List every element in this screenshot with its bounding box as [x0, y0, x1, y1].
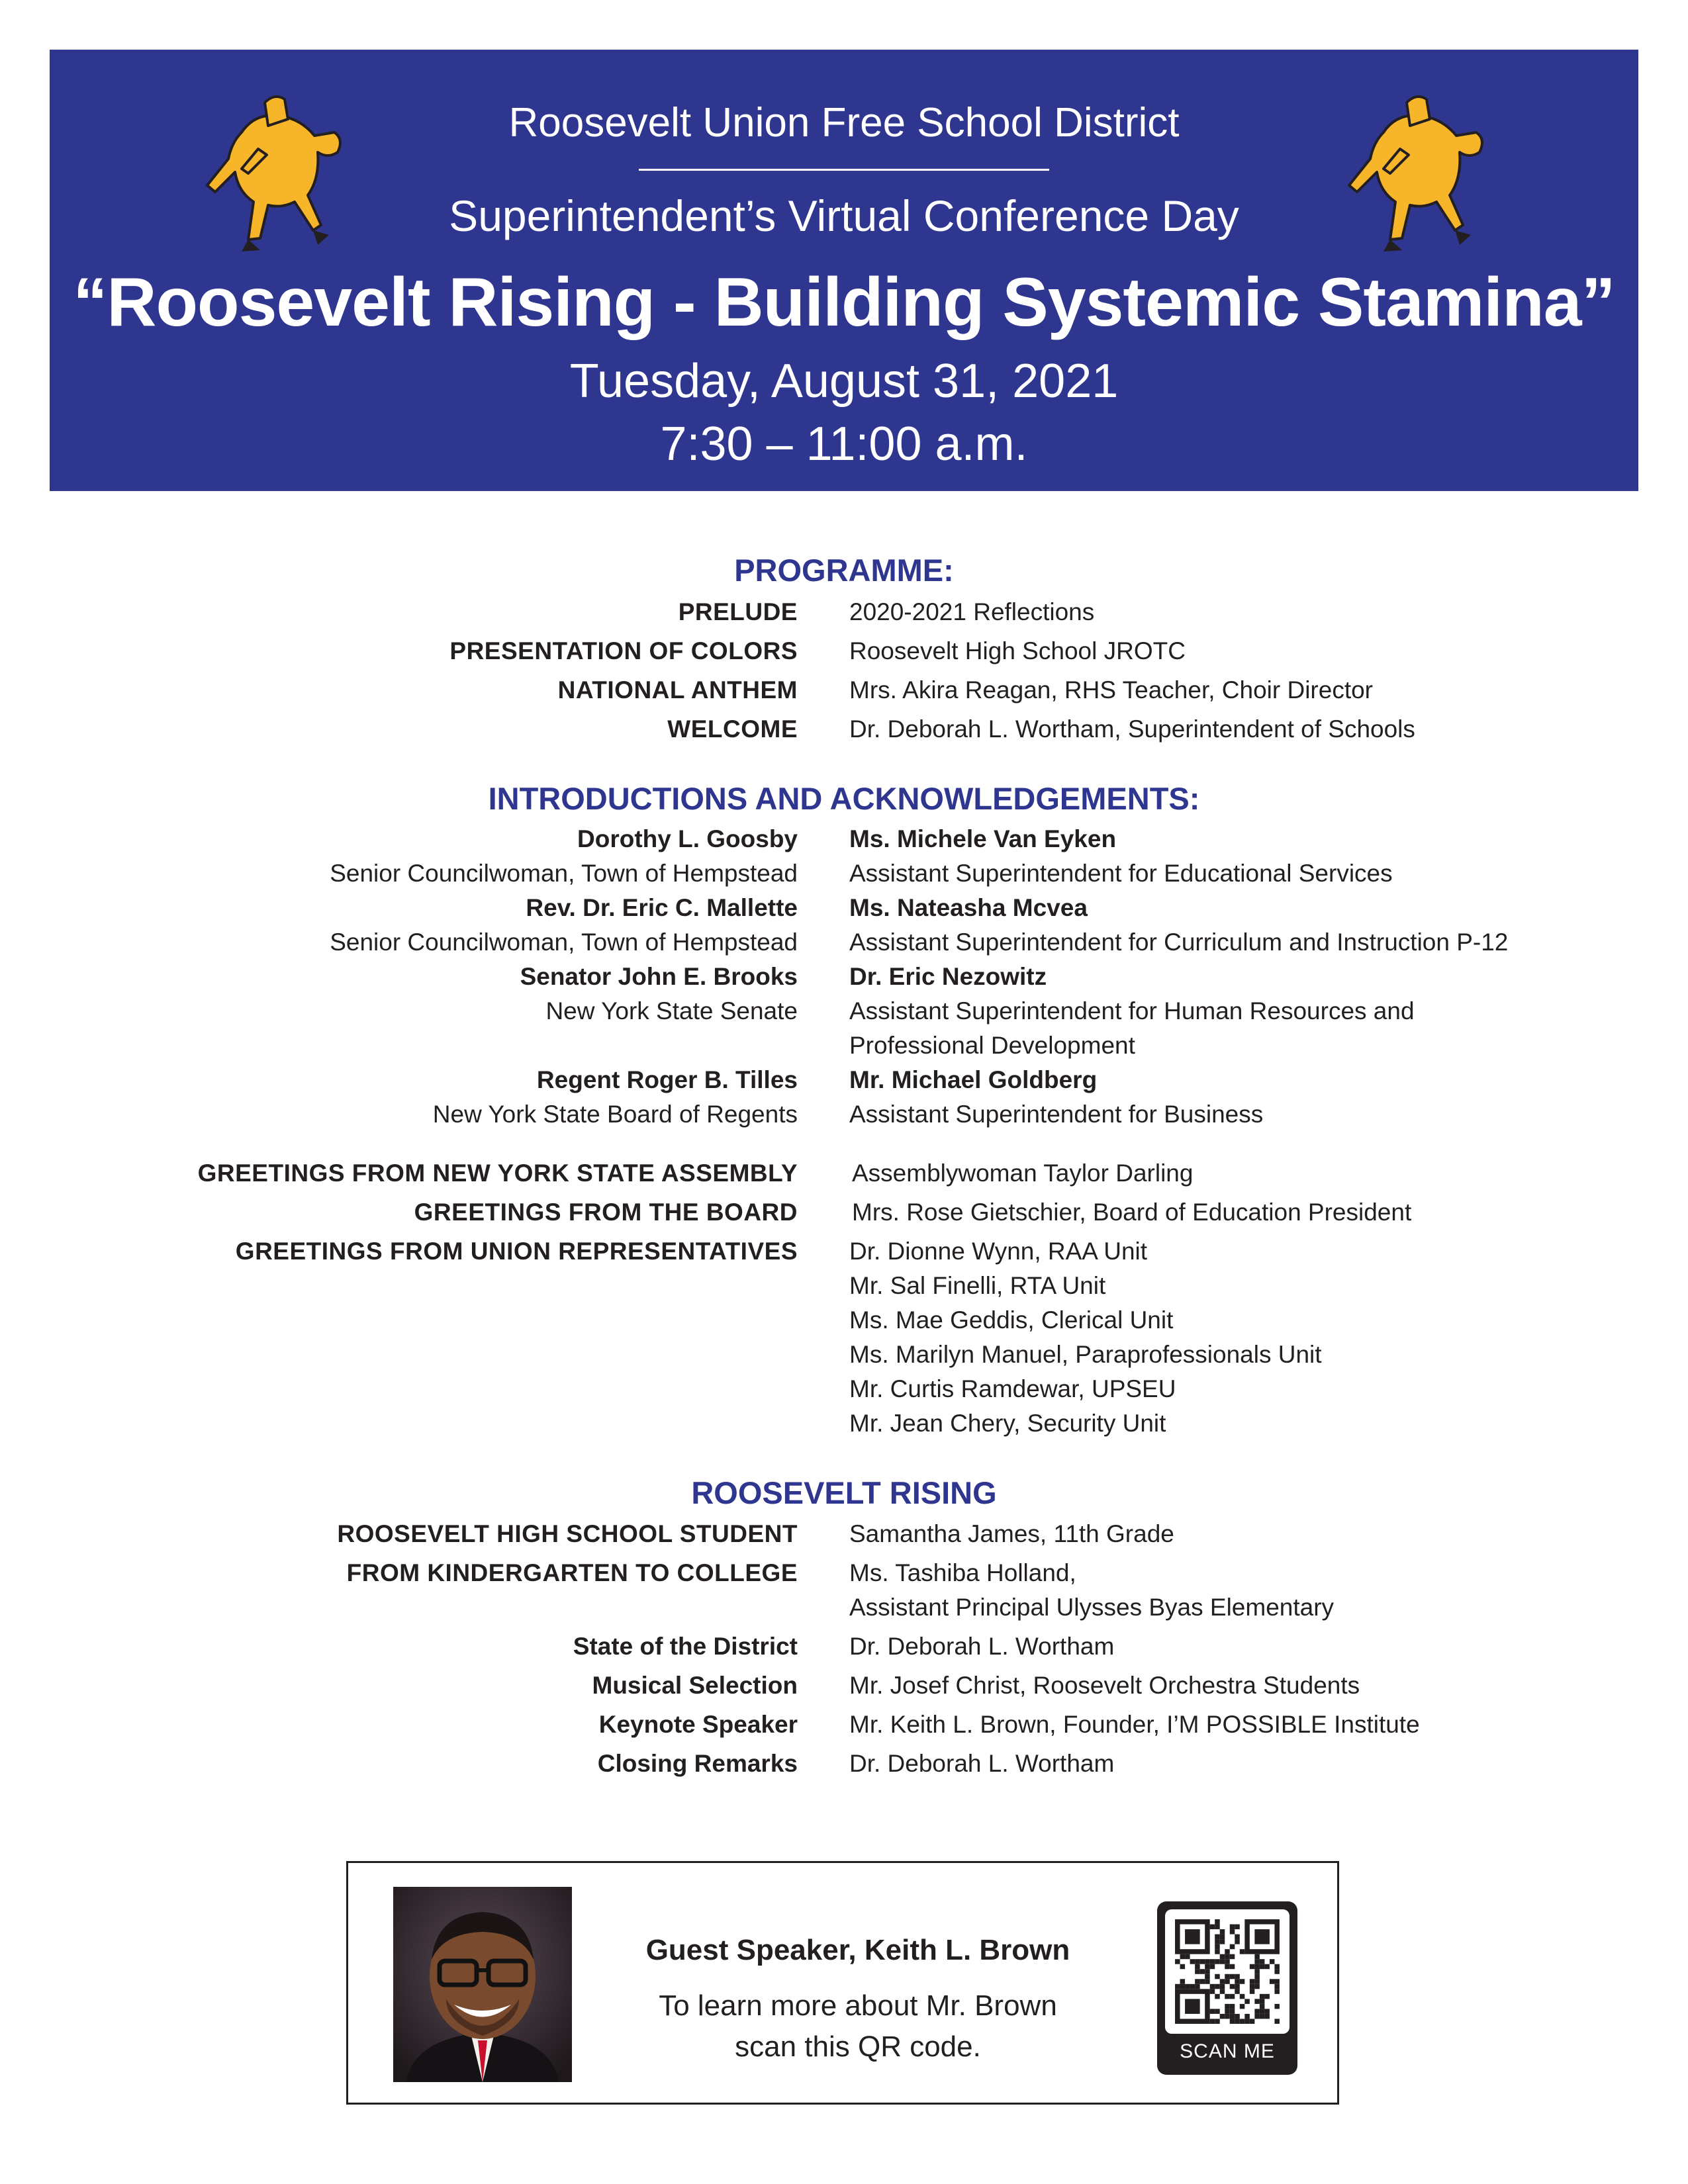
rising-label: FROM KINDERGARTEN TO COLLEGE: [346, 1559, 798, 1586]
rising-heading: ROOSEVELT RISING: [691, 1475, 997, 1510]
programme-label: WELCOME: [667, 715, 798, 743]
intro-name: Ms. Michele Van Eyken: [849, 825, 1117, 852]
intro-title: Assistant Superintendent for Human Resources and: [849, 997, 1415, 1024]
greeting-row: [0, 1157, 1688, 1190]
greeting-row: [0, 1235, 1688, 1268]
programme-value: 2020-2021 Reflections: [849, 598, 1095, 625]
rising-label: Closing Remarks: [597, 1750, 798, 1777]
introductions-heading: INTRODUCTIONS AND ACKNOWLEDGEMENTS:: [488, 781, 1200, 816]
greeting-row: [0, 1373, 1688, 1406]
programme-label: NATIONAL ANTHEM: [557, 676, 798, 704]
intro-name: Ms. Nateasha Mcvea: [849, 894, 1088, 921]
intro-row: [0, 960, 1688, 993]
programme-value: Dr. Deborah L. Wortham, Superintendent of Schools: [849, 715, 1415, 743]
greeting-value: Mr. Sal Finelli, RTA Unit: [849, 1272, 1106, 1299]
greeting-value: Ms. Marilyn Manuel, Paraprofessionals Unit: [849, 1341, 1322, 1368]
rising-label: ROOSEVELT HIGH SCHOOL STUDENT: [337, 1520, 798, 1547]
programme-row: [0, 635, 1688, 668]
rising-row: [0, 1708, 1688, 1741]
rising-row: [0, 1518, 1688, 1551]
greeting-row: [0, 1304, 1688, 1337]
rising-value: Mr. Josef Christ, Roosevelt Orchestra Students: [849, 1672, 1360, 1699]
guest-text-line: To learn more about Mr. Brown: [659, 1989, 1057, 2022]
intro-name: Regent Roger B. Tilles: [536, 1066, 798, 1093]
qr-code-icon: [1165, 1909, 1289, 2034]
district-name: Roosevelt Union Free School District: [508, 100, 1180, 146]
intro-name: Senator John E. Brooks: [520, 963, 798, 990]
greeting-value: Mrs. Rose Gietschier, Board of Education President: [852, 1199, 1412, 1226]
guest-speaker-box: [346, 1861, 1339, 2105]
intro-row: [0, 857, 1688, 890]
rising-value: Assistant Principal Ulysses Byas Elementary: [849, 1594, 1335, 1621]
intro-title: New York State Senate: [545, 997, 798, 1024]
greeting-value: Assemblywoman Taylor Darling: [852, 1160, 1194, 1187]
intro-row: [0, 926, 1688, 959]
guest-speaker-title: Guest Speaker, Keith L. Brown: [645, 1934, 1070, 1966]
greeting-label: GREETINGS FROM UNION REPRESENTATIVES: [235, 1238, 798, 1265]
greeting-row: [0, 1338, 1688, 1371]
greeting-row: [0, 1407, 1688, 1440]
rider-mascot-icon: [1344, 86, 1496, 258]
greeting-label: GREETINGS FROM THE BOARD: [414, 1199, 798, 1226]
rising-value: Mr. Keith L. Brown, Founder, I’M POSSIBLE Institute: [849, 1711, 1420, 1738]
programme-row: [0, 713, 1688, 746]
event-time: 7:30 – 11:00 a.m.: [660, 418, 1028, 471]
intro-title: Assistant Superintendent for Curriculum and Instruction P-12: [849, 929, 1509, 956]
greeting-value: Mr. Jean Chery, Security Unit: [849, 1410, 1166, 1437]
intro-row: [0, 1029, 1688, 1062]
rising-row: [0, 1669, 1688, 1702]
scan-me-label: SCAN ME: [1180, 2040, 1275, 2062]
programme-label: PRESENTATION OF COLORS: [449, 637, 798, 664]
rising-value: Ms. Tashiba Holland,: [849, 1559, 1076, 1586]
greeting-row: [0, 1269, 1688, 1302]
intro-title: Senior Councilwoman, Town of Hempstead: [330, 860, 798, 887]
rising-label: Keynote Speaker: [598, 1711, 798, 1738]
programme-row: [0, 674, 1688, 707]
intro-title: Professional Development: [849, 1032, 1135, 1059]
programme-value: Roosevelt High School JROTC: [849, 637, 1186, 664]
guest-speaker-text: [613, 1985, 1103, 2068]
intro-row: [0, 1064, 1688, 1097]
programme-label: PRELUDE: [678, 598, 798, 625]
rising-row: [0, 1557, 1688, 1590]
event-theme: “Roosevelt Rising - Building Systemic Stamina”: [73, 264, 1615, 341]
intro-row: [0, 823, 1688, 856]
rising-value: Samantha James, 11th Grade: [849, 1520, 1174, 1547]
programme-heading: PROGRAMME:: [734, 553, 954, 588]
rising-label: State of the District: [573, 1633, 798, 1660]
intro-title: Assistant Superintendent for Educational Services: [849, 860, 1393, 887]
intro-row: [0, 995, 1688, 1028]
rising-row: [0, 1591, 1688, 1624]
intro-row: [0, 1098, 1688, 1131]
rising-value: Dr. Deborah L. Wortham: [849, 1633, 1115, 1660]
intro-name: Dr. Eric Nezowitz: [849, 963, 1047, 990]
rising-row: [0, 1747, 1688, 1780]
intro-row: [0, 891, 1688, 925]
event-date: Tuesday, August 31, 2021: [569, 355, 1119, 408]
greeting-value: Mr. Curtis Ramdewar, UPSEU: [849, 1375, 1176, 1402]
rising-value: Dr. Deborah L. Wortham: [849, 1750, 1115, 1777]
greeting-row: [0, 1196, 1688, 1229]
greeting-label: GREETINGS FROM NEW YORK STATE ASSEMBLY: [197, 1160, 798, 1187]
intro-name: Mr. Michael Goldberg: [849, 1066, 1098, 1093]
speaker-portrait-icon: [393, 1887, 572, 2082]
greeting-value: Ms. Mae Geddis, Clerical Unit: [849, 1306, 1174, 1334]
intro-name: Dorothy L. Goosby: [577, 825, 798, 852]
rising-row: [0, 1630, 1688, 1663]
programme-row: [0, 596, 1688, 629]
rising-label: Musical Selection: [592, 1672, 798, 1699]
conference-title: Superintendent’s Virtual Conference Day: [449, 191, 1239, 240]
header-banner: [50, 50, 1638, 491]
greeting-value: Dr. Dionne Wynn, RAA Unit: [849, 1238, 1148, 1265]
intro-title: Senior Councilwoman, Town of Hempstead: [330, 929, 798, 956]
header-divider: [639, 169, 1049, 171]
intro-title: New York State Board of Regents: [432, 1101, 798, 1128]
programme-value: Mrs. Akira Reagan, RHS Teacher, Choir Director: [849, 676, 1374, 704]
intro-title: Assistant Superintendent for Business: [849, 1101, 1264, 1128]
guest-text-line: scan this QR code.: [735, 2030, 981, 2063]
qr-code-card[interactable]: [1157, 1901, 1297, 2075]
intro-name: Rev. Dr. Eric C. Mallette: [526, 894, 798, 921]
